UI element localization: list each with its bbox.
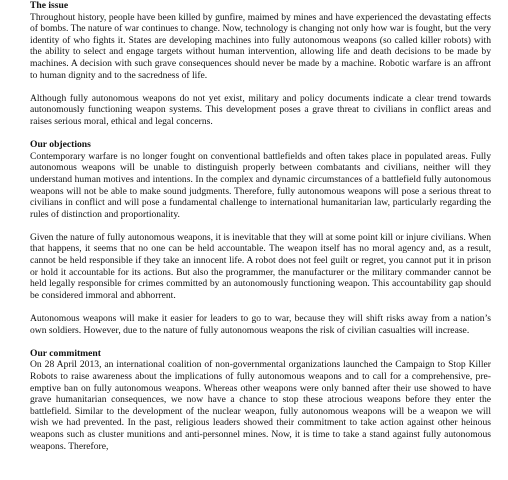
paragraph: Although fully autonomous weapons do not yet exist, military and policy documents indicate a clear trend towards autonomously functioning weapon systems. This development poses a grave threat to civilians in conflict areas and raises serious moral, ethical and legal concerns.: [30, 92, 491, 127]
section-gap: [30, 336, 491, 348]
paragraph-gap: [30, 301, 491, 313]
section-heading: The issue: [30, 0, 69, 11]
section-heading: Our objections: [30, 139, 91, 151]
section-our-objections: [30, 139, 491, 336]
section-heading: Our commitment: [30, 347, 101, 359]
section-gap: [30, 128, 491, 140]
paragraph-gap: [30, 81, 491, 93]
paragraph: On 28 April 2013, an international coalition of non-governmental organizations launched the Campaign to Stop Killer Robots to raise awareness about the implications of fully autonomous weapons and to call for a comprehensive, pre-emptive ban on fully autonomous weapons. Whereas other weapons were only banned after their use showed to have grave humanitarian consequences, we now have a chance to stop these atrocious weapons before they enter the battlefield. Similar to the development of the nuclear weapon, fully autonomous weapons will be a weapon we will wish we had prevented. In the past, religious leaders showed their commitment to take action against other heinous weapons such as cluster munitions and anti-personnel mines. Now, it is time to take a stand against fully autonomous weapons. Therefore,: [30, 359, 491, 452]
paragraph-gap: [30, 220, 491, 232]
section-our-commitment: [30, 348, 491, 452]
paragraph: Contemporary warfare is no longer fought on conventional battlefields and often takes place in populated areas. Fully autonomous weapons will be unable to distinguish properly between combatants and civilians, neither will they understand human motives and intentions. In the complex and dynamic circumstances of a battlefield fully autonomous weapons will not be able to make sound judgments. Therefore, fully autonomous weapons will pose a serious threat to civilians in conflict and will pose a fundamental challenge to international humanitarian law, particularly regarding the rules of distinction and proportionality.: [30, 150, 491, 220]
section-the-issue: [30, 0, 491, 128]
paragraph: Autonomous weapons will make it easier for leaders to go to war, because they will shift risks away from a nation’s own soldiers. However, due to the nature of fully autonomous weapons the risk of civilian casualties will increase.: [30, 313, 491, 336]
paragraph: Throughout history, people have been killed by gunfire, maimed by mines and have experienced the devastating effects of bombs. The nature of war continues to change. Now, technology is changing not only how war is fought, but the very identity of who fights it. States are developing machines into fully autonomous weapons (so called killer robots) with the ability to select and engage targets without human intervention, allowing life and death decisions to be made by machines. A decision with such grave consequences should never be made by a machine. Robotic warfare is an affront to human dignity and to the sacredness of life.: [30, 11, 491, 81]
paragraph: Given the nature of fully autonomous weapons, it is inevitable that they will at some point kill or injure civilians. When that happens, it seems that no one can be held accountable. The weapon itself has no moral agency and, as a result, cannot be held responsible if they take an innocent life. A robot does not feel guilt or regret, you cannot put it in prison or hold it accountable for its actions. But also the programmer, the manufacturer or the military commander cannot be held legally responsible for crimes committed by an autonomously functioning weapon. This accountability gap should be considered immoral and abhorrent.: [30, 231, 491, 301]
